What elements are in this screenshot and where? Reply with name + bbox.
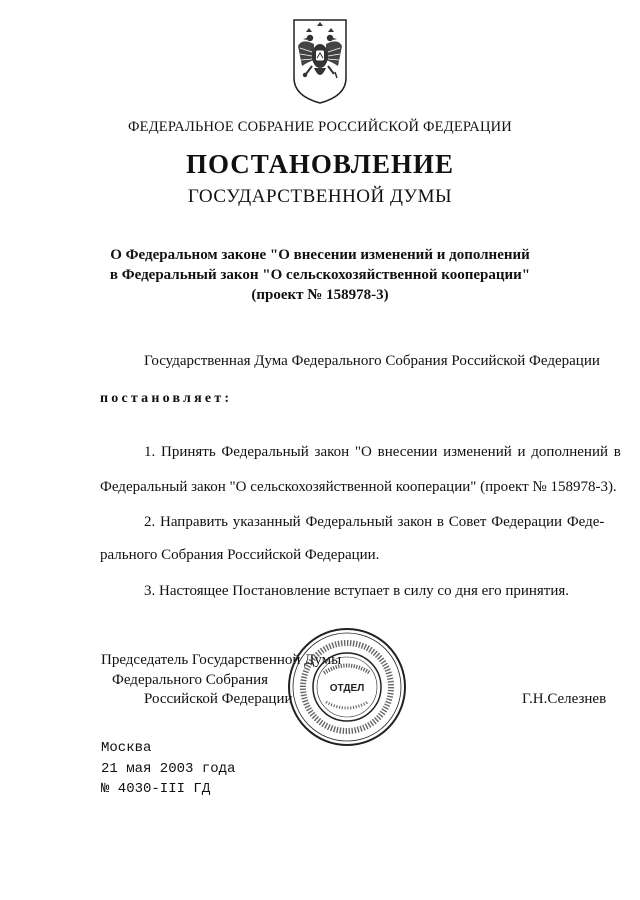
item-2-line-1: 2. Направить указанный Федеральный закон в Совет Федерации Феде- [144, 514, 605, 530]
law-title-line-3: (проект № 158978-3) [251, 287, 389, 303]
coat-of-arms-icon [288, 16, 352, 106]
document-date: 21 мая 2003 года [101, 761, 236, 777]
signatory-position-line-3: Российской Федерации [144, 691, 293, 707]
law-title [100, 245, 540, 305]
decrees-word: постановляет: [100, 391, 233, 406]
signatory-name: Г.Н.Селезнев [522, 691, 607, 707]
document-number: № 4030-III ГД [101, 781, 211, 797]
official-stamp-icon [286, 626, 408, 748]
law-title-line-1: О Федеральном законе "О внесении изменений и дополнений [110, 247, 530, 263]
organization-name: ФЕДЕРАЛЬНОЕ СОБРАНИЕ РОССИЙСКОЙ ФЕДЕРАЦИИ [128, 119, 512, 135]
law-title-line-2: в Федеральный закон "О сельскохозяйственной кооперации" [109, 267, 531, 283]
item-3: 3. Настоящее Постановление вступает в силу со дня его принятия. [144, 583, 570, 599]
document-title: ПОСТАНОВЛЕНИЕ [185, 149, 455, 179]
signatory-position-line-1: Председатель Государственной Думы [101, 652, 342, 668]
document-place: Москва [101, 740, 152, 756]
document-subtitle: ГОСУДАРСТВЕННОЙ ДУМЫ [187, 186, 453, 207]
item-1-line-1: 1. Принять Федеральный закон "О внесении изменений и дополнений в [144, 444, 621, 460]
item-2-line-2: рального Собрания Российской Федерации. [100, 547, 380, 563]
signatory-position-line-2: Федерального Собрания [112, 672, 269, 688]
preamble: Государственная Дума Федерального Собрания Российской Федерации [144, 353, 600, 369]
stamp-center-word: ОТДЕЛ [329, 683, 365, 694]
item-1-line-2: Федеральный закон "О сельскохозяйственной кооперации" (проект № 158978-3). [100, 479, 617, 495]
